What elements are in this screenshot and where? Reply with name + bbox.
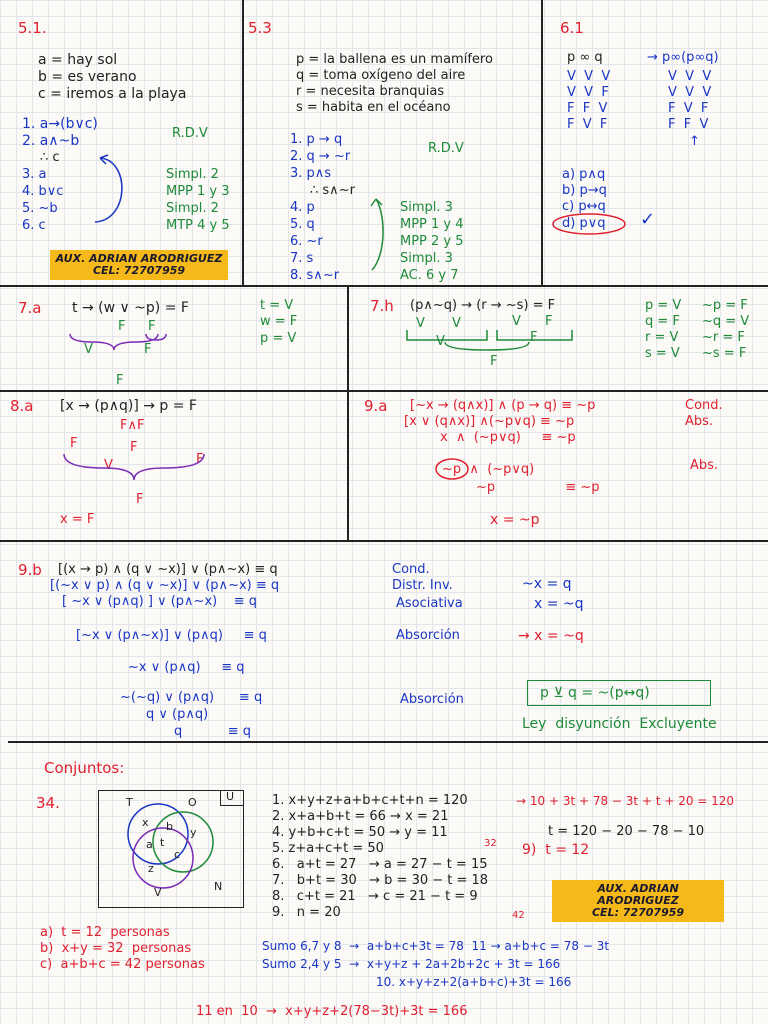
sub-value: F — [148, 319, 156, 334]
calc-line: 9) t = 12 — [522, 842, 590, 858]
proof-line: 1. p → q — [290, 132, 343, 147]
value: t = V — [260, 298, 294, 313]
proof-line: 2. q → ~r — [290, 149, 351, 164]
value: w = F — [260, 314, 298, 329]
section-title-9-a: 9.a — [364, 397, 388, 415]
badge-name: AUX. ADRIAN ARODRIGUEZ — [597, 882, 679, 907]
equation: 9. n = 20 — [272, 905, 341, 920]
law-name: Ley disyunción Excluyente — [522, 716, 717, 732]
divider — [0, 540, 768, 542]
proof-line: 4. p — [290, 200, 315, 215]
venn-label: c — [174, 848, 181, 861]
sum-line: 10. x+y+z+2(a+b+c)+3t = 166 — [376, 975, 572, 989]
divider — [0, 390, 768, 392]
value: ~q = V — [702, 314, 750, 329]
venn-label: t — [160, 836, 165, 849]
truth-row: V V V — [668, 69, 712, 84]
brace — [405, 328, 585, 368]
proof-line: 7. s — [290, 251, 314, 266]
rule: MTP 4 y 5 — [166, 218, 230, 233]
venn-label: b — [166, 820, 173, 833]
truth-row: F F V — [668, 117, 709, 132]
option: a) p∧q — [562, 167, 606, 182]
logic-line: ~x ∨ (p∧q) ≡ q — [128, 660, 245, 675]
logic-line: ~(~q) ∨ (p∧q) ≡ q — [120, 690, 263, 705]
rdv-label: R.D.V — [428, 141, 464, 156]
sub-value: F∧F — [120, 418, 145, 433]
logic-line: [~x ∨ (p∧~x)] ∨ (p∧q) ≡ q — [76, 628, 267, 643]
side-note: x = ~q — [534, 596, 584, 612]
truth-row: V V F — [567, 85, 609, 100]
venn-label: U — [226, 790, 235, 803]
sub-value: F — [144, 342, 152, 357]
option: c) p↔q — [562, 199, 606, 214]
check-icon: ✓ — [640, 209, 656, 230]
problem-number: 34. — [36, 794, 60, 812]
truth-row: V V V — [567, 69, 611, 84]
calc-line: t = 120 − 20 − 78 − 10 — [548, 824, 705, 839]
brace — [60, 450, 220, 500]
rule: Simpl. 2 — [166, 167, 219, 182]
equation: 5. z+a+c+t = 50 — [272, 841, 384, 856]
rule: Abs. — [690, 458, 719, 473]
sub-value: V — [512, 314, 521, 329]
equation: 1. x+y+z+a+b+c+t+n = 120 — [272, 793, 468, 808]
rule: Absorción — [400, 692, 464, 707]
sub-value: F — [196, 452, 204, 467]
rule: Simpl. 3 — [400, 200, 453, 215]
badge-phone: CEL: 72707959 — [92, 264, 186, 277]
logic-line: [(~x ∨ p) ∧ (q ∨ ~x)] ∨ (p∧~x) ≡ q — [50, 578, 280, 593]
section-title-8-a: 8.a — [10, 397, 34, 415]
logic-line: [(x → p) ∧ (q ∨ ~x)] ∨ (p∧~x) ≡ q — [58, 562, 278, 577]
logic-line: [~x → (q∧x)] ∧ (p → q) ≡ ~p — [410, 398, 596, 413]
equation: 7. b+t = 30 → b = 30 − t = 18 — [272, 873, 489, 888]
sub-value: V — [452, 316, 461, 331]
final-line: 11 en 10 → x+y+z+2(78−3t)+3t = 166 — [196, 1004, 468, 1019]
author-badge — [552, 880, 724, 922]
sub-value: F — [530, 330, 538, 345]
definition: s = habita en el océano — [296, 100, 451, 115]
sub-value: F — [130, 440, 138, 455]
logic-line: x ∧ (~p∨q) ≡ ~p — [440, 430, 576, 445]
definition: q = toma oxígeno del aire — [296, 68, 466, 83]
rule: Absorción — [396, 628, 460, 643]
equation: 8. c+t = 21 → c = 21 − t = 9 — [272, 889, 478, 904]
option: d) p∨q — [562, 216, 606, 231]
rule: MPP 2 y 5 — [400, 234, 464, 249]
answer: a) t = 12 personas — [40, 925, 170, 940]
sub-value: V — [416, 316, 425, 331]
up-arrow-icon: ↑ — [689, 134, 700, 149]
venn-label: V — [154, 886, 162, 899]
value: ~r = F — [702, 330, 745, 345]
value: s = V — [645, 346, 680, 361]
equation: 4. y+b+c+t = 50 → y = 11 — [272, 825, 448, 840]
rdv-label: R.D.V — [172, 126, 208, 141]
logic-line: q ∨ (p∧q) — [146, 707, 209, 722]
logic-line: [x ∨ (q∧x)] ∧(~p∨q) ≡ ~p — [404, 414, 575, 429]
venn-label: O — [188, 796, 197, 809]
badge-phone: CEL: 72707959 — [591, 906, 685, 919]
section-title-7-h: 7.h — [370, 297, 394, 315]
logic-line: ~p ∧ (~p∨q) — [442, 462, 535, 477]
expression: [x → (p∧q)] → p = F — [60, 398, 197, 414]
truth-row: V V V — [668, 85, 712, 100]
venn-label: N — [214, 880, 223, 893]
rule: MPP 1 y 4 — [400, 217, 464, 232]
rule: Abs. — [685, 414, 714, 429]
divider — [8, 741, 768, 743]
value: q = F — [645, 314, 680, 329]
arrow-curve — [366, 195, 396, 275]
boxed-formula: p ⊻ q = ~(p↔q) — [540, 685, 650, 701]
sub-value: F — [70, 436, 78, 451]
answer: c) a+b+c = 42 personas — [40, 957, 205, 972]
rule: Simpl. 3 — [400, 251, 453, 266]
sub-value: V — [104, 458, 113, 473]
conclusion: ∴ c — [40, 150, 60, 165]
side-note: → x = ~q — [518, 628, 584, 644]
section-title-9-b: 9.b — [18, 561, 42, 579]
section-title-5-3: 5.3 — [248, 19, 272, 37]
equation: 6. a+t = 27 → a = 27 − t = 15 — [272, 857, 488, 872]
calc-line: → 10 + 3t + 78 − 3t + t + 20 = 120 — [516, 794, 735, 808]
rule: Asociativa — [396, 596, 463, 611]
answer: b) x+y = 32 personas — [40, 941, 192, 956]
proof-line: 3. p∧s — [290, 166, 332, 181]
venn-label: a — [146, 838, 153, 851]
highlight-circle — [434, 458, 474, 482]
logic-line: [ ~x ∨ (p∧q) ] ∨ (p∧~x) ≡ q — [62, 594, 258, 609]
proof-line: 5. ~b — [22, 201, 58, 216]
venn-label: y — [190, 826, 197, 839]
section-title-7-a: 7.a — [18, 299, 42, 317]
arrow-curve — [90, 150, 150, 230]
sub-value: F — [545, 314, 553, 329]
truth-row: F V F — [567, 117, 608, 132]
rule: Cond. — [392, 562, 430, 577]
logic-line: ~p ≡ ~p — [476, 480, 600, 495]
proof-line: 8. s∧~r — [290, 268, 340, 283]
sub-value: F — [490, 354, 498, 369]
divider — [541, 0, 543, 285]
definition: a = hay sol — [38, 52, 118, 68]
sub-value: V — [84, 342, 93, 357]
result: x = ~p — [490, 512, 540, 528]
rule: Simpl. 2 — [166, 201, 219, 216]
badge-name: AUX. ADRIAN ARODRIGUEZ — [55, 252, 223, 265]
proof-line: 2. a∧~b — [22, 133, 80, 149]
value: r = V — [645, 330, 679, 345]
section-title-5-1: 5.1. — [18, 19, 47, 37]
small-note: 32 — [484, 838, 497, 849]
section-title-conjuntos: Conjuntos: — [44, 759, 125, 777]
divider — [347, 390, 349, 540]
side-note: ~x = q — [522, 576, 572, 592]
divider — [347, 285, 349, 390]
value: ~s = F — [702, 346, 747, 361]
option: b) p→q — [562, 183, 607, 198]
value: ~p = F — [702, 298, 748, 313]
proof-line: 3. a — [22, 167, 47, 182]
expression: t → (w ∨ ~p) = F — [72, 300, 189, 316]
venn-label: x — [142, 816, 149, 829]
truth-row: F V F — [668, 101, 709, 116]
logic-line: q ≡ q — [174, 724, 251, 739]
brace — [66, 332, 196, 372]
proof-line: 6. c — [22, 218, 46, 233]
proof-line: 4. b∨c — [22, 184, 64, 199]
value: p = V — [260, 331, 297, 346]
rule: Distr. Inv. — [392, 578, 453, 593]
proof-line: 6. ~r — [290, 234, 323, 249]
definition: r = necesita branquias — [296, 84, 445, 99]
divider — [242, 0, 244, 285]
venn-label: T — [126, 796, 133, 809]
proof-line: 1. a→(b∨c) — [22, 116, 98, 132]
rule: Cond. — [685, 398, 723, 413]
small-note: 42 — [512, 910, 525, 921]
table-header: p ∞ q — [567, 50, 603, 65]
sub-value: F — [136, 492, 144, 507]
definition: b = es verano — [38, 69, 137, 85]
venn-label: z — [148, 862, 154, 875]
sum-line: Sumo 2,4 y 5 → x+y+z + 2a+2b+2c + 3t = 166 — [262, 957, 561, 971]
answer-circle — [551, 212, 631, 236]
rule: MPP 1 y 3 — [166, 184, 230, 199]
definition: p = la ballena es un mamífero — [296, 52, 493, 67]
sub-value: V — [436, 334, 445, 349]
section-title-6-1: 6.1 — [560, 19, 584, 37]
result: x = F — [60, 512, 95, 527]
conclusion: ∴ s∧~r — [310, 183, 355, 198]
definition: c = iremos a la playa — [38, 86, 187, 102]
proof-line: 5. q — [290, 217, 315, 232]
truth-row: F F V — [567, 101, 608, 116]
table-header: → p∞(p∞q) — [647, 50, 719, 65]
sub-value: F — [116, 373, 124, 388]
value: p = V — [645, 298, 682, 313]
expression: (p∧~q) → (r → ~s) = F — [410, 298, 556, 313]
equation: 2. x+a+b+t = 66 → x = 21 — [272, 809, 449, 824]
divider — [0, 285, 768, 287]
sum-line: Sumo 6,7 y 8 → a+b+c+3t = 78 11 → a+b+c = 78 − 3t — [262, 939, 610, 953]
rule: AC. 6 y 7 — [400, 268, 459, 283]
sub-value: F — [118, 319, 126, 334]
author-badge — [50, 250, 228, 280]
